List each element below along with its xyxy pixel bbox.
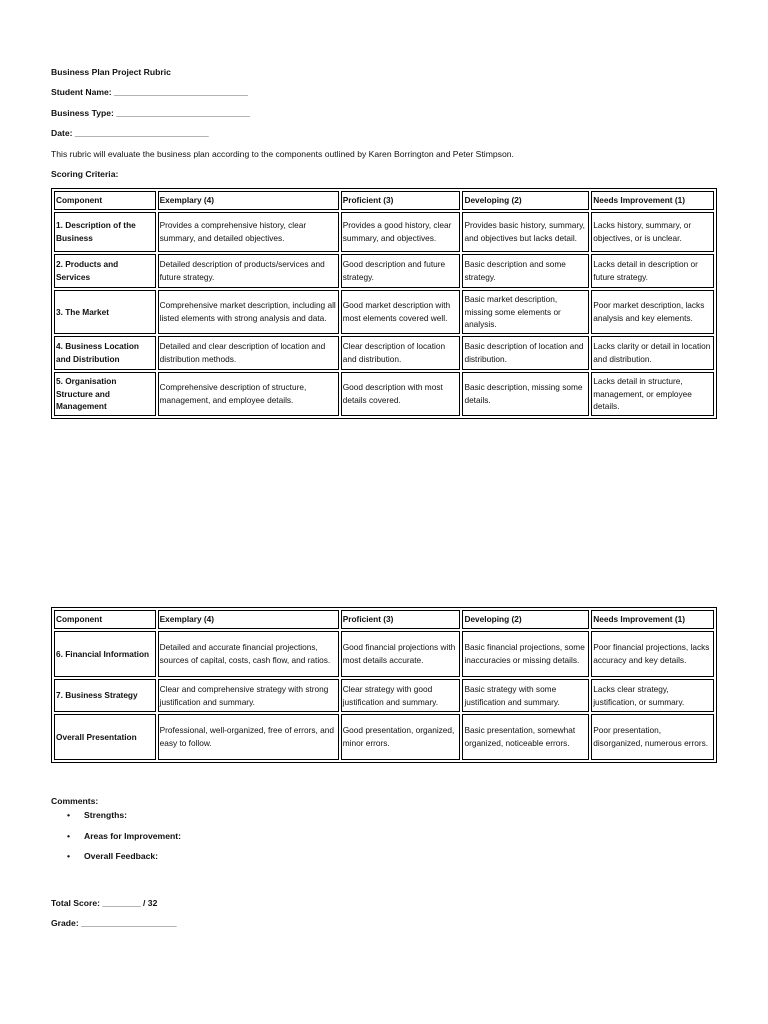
needs-improvement-cell: Lacks history, summary, or objectives, or is unclear. — [591, 212, 714, 252]
grade-field: Grade: ____________________ — [51, 918, 177, 928]
areas-for-improvement-label: Areas for Improvement: — [84, 830, 181, 841]
exemplary-cell: Comprehensive description of structure, management, and employee details. — [158, 372, 339, 416]
table-row — [54, 631, 714, 677]
header-developing: Developing (2) — [462, 610, 589, 629]
list-item — [51, 851, 181, 872]
rubric-table-1 — [51, 188, 717, 419]
component-cell: 1. Description of the Business — [54, 212, 156, 252]
component-cell: 6. Financial Information — [54, 631, 156, 677]
header-component: Component — [54, 191, 156, 210]
header-developing: Developing (2) — [462, 191, 589, 210]
component-cell: 5. Organisation Structure and Management — [54, 372, 156, 416]
proficient-cell: Clear description of location and distribution. — [341, 336, 461, 370]
needs-improvement-cell: Lacks detail in description or future strategy. — [591, 254, 714, 288]
component-cell: 2. Products and Services — [54, 254, 156, 288]
proficient-cell: Good market description with most elements covered well. — [341, 290, 461, 334]
scoring-criteria-label: Scoring Criteria: — [51, 169, 119, 179]
table-row — [54, 679, 714, 712]
list-item — [51, 810, 181, 831]
developing-cell: Basic description, missing some details. — [462, 372, 589, 416]
list-item — [51, 831, 181, 852]
developing-cell: Basic presentation, somewhat organized, noticeable errors. — [462, 714, 589, 760]
proficient-cell: Provides a good history, clear summary, and objectives. — [341, 212, 461, 252]
intro-text: This rubric will evaluate the business plan according to the components outlined by Karen Borrington and Peter Stimpson. — [51, 149, 514, 159]
needs-improvement-cell: Poor financial projections, lacks accuracy and key details. — [591, 631, 714, 677]
total-score-field: Total Score: ________ / 32 — [51, 898, 158, 908]
component-cell: 4. Business Location and Distribution — [54, 336, 156, 370]
developing-cell: Basic market description, missing some elements or analysis. — [462, 290, 589, 334]
developing-cell: Basic description and some strategy. — [462, 254, 589, 288]
bullet-icon: • — [67, 830, 71, 841]
table-row — [54, 336, 714, 370]
needs-improvement-cell: Poor market description, lacks analysis and key elements. — [591, 290, 714, 334]
proficient-cell: Good description with most details covered. — [341, 372, 461, 416]
header-proficient: Proficient (3) — [341, 610, 461, 629]
developing-cell: Basic description of location and distribution. — [462, 336, 589, 370]
component-cell: Overall Presentation — [54, 714, 156, 760]
table-header-row — [54, 191, 714, 210]
exemplary-cell: Detailed and clear description of location and distribution methods. — [158, 336, 339, 370]
document-title: Business Plan Project Rubric — [51, 67, 171, 77]
overall-feedback-label: Overall Feedback: — [84, 851, 159, 861]
rubric-table-2 — [51, 607, 717, 763]
proficient-cell: Clear strategy with good justification and summary. — [341, 679, 461, 712]
exemplary-cell: Detailed and accurate financial projections, sources of capital, costs, cash flow, and ratios. — [158, 631, 339, 677]
exemplary-cell: Provides a comprehensive history, clear summary, and detailed objectives. — [158, 212, 339, 252]
business-type-field: Business Type: ____________________________ — [51, 108, 251, 118]
exemplary-cell: Detailed description of products/services and future strategy. — [158, 254, 339, 288]
header-exemplary: Exemplary (4) — [158, 191, 339, 210]
strengths-label: Strengths: — [84, 810, 127, 820]
table-row — [54, 714, 714, 760]
proficient-cell: Good description and future strategy. — [341, 254, 461, 288]
component-cell: 3. The Market — [54, 290, 156, 334]
header-exemplary: Exemplary (4) — [158, 610, 339, 629]
header-component: Component — [54, 610, 156, 629]
table-row — [54, 254, 714, 288]
table-row — [54, 212, 714, 252]
table-row — [54, 290, 714, 334]
header-needs-improvement: Needs Improvement (1) — [591, 191, 714, 210]
needs-improvement-cell: Poor presentation, disorganized, numerous errors. — [591, 714, 714, 760]
exemplary-cell: Comprehensive market description, including all listed elements with strong analysis and data. — [158, 290, 339, 334]
developing-cell: Basic strategy with some justification and summary. — [462, 679, 589, 712]
comments-list — [51, 810, 181, 872]
proficient-cell: Good presentation, organized, minor errors. — [341, 714, 461, 760]
proficient-cell: Good financial projections with most details accurate. — [341, 631, 461, 677]
bullet-icon: • — [67, 851, 71, 861]
table-header-row — [54, 610, 714, 629]
bullet-icon: • — [67, 810, 71, 820]
exemplary-cell: Clear and comprehensive strategy with strong justification and summary. — [158, 679, 339, 712]
component-cell: 7. Business Strategy — [54, 679, 156, 712]
comments-label: Comments: — [51, 796, 99, 806]
date-field: Date: ____________________________ — [51, 128, 209, 138]
student-name-field: Student Name: ____________________________ — [51, 87, 248, 97]
header-proficient: Proficient (3) — [341, 191, 461, 210]
developing-cell: Basic financial projections, some inaccuracies or missing details. — [462, 631, 589, 677]
table-row — [54, 372, 714, 416]
needs-improvement-cell: Lacks clarity or detail in location and distribution. — [591, 336, 714, 370]
needs-improvement-cell: Lacks detail in structure, management, or employee details. — [591, 372, 714, 416]
needs-improvement-cell: Lacks clear strategy, justification, or summary. — [591, 679, 714, 712]
header-needs-improvement: Needs Improvement (1) — [591, 610, 714, 629]
exemplary-cell: Professional, well-organized, free of errors, and easy to follow. — [158, 714, 339, 760]
developing-cell: Provides basic history, summary, and objectives but lacks detail. — [462, 212, 589, 252]
